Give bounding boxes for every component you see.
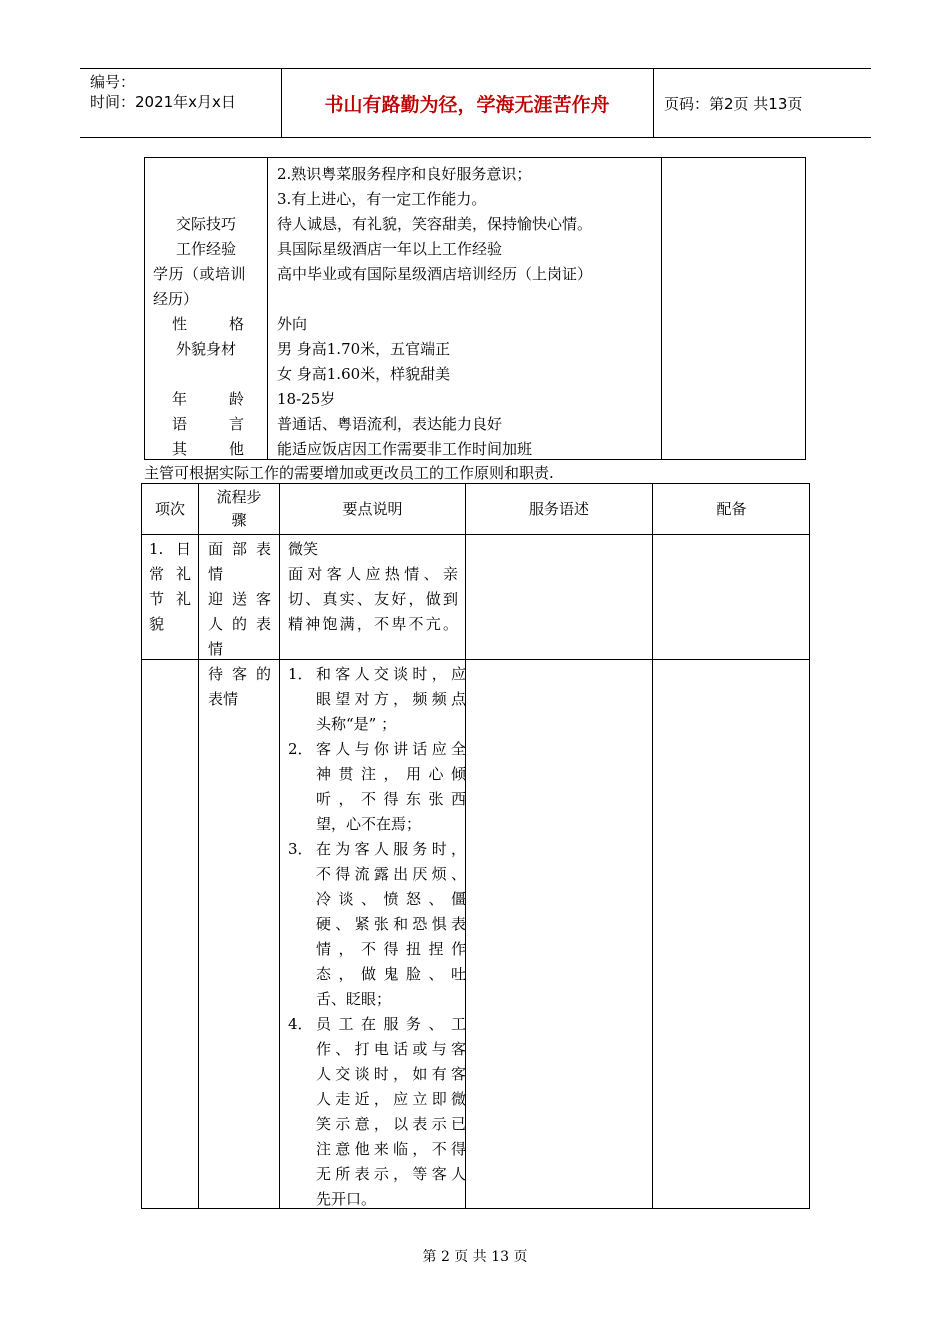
row-divider (142, 534, 809, 535)
step-cell: 待客的 表情 (208, 665, 271, 708)
requirement-label: 学历（或培训 (153, 265, 247, 283)
column-divider (267, 158, 268, 459)
requirement-value: 外向 (277, 315, 308, 333)
requirement-value: 3.有上进心，有一定工作能力。 (277, 190, 487, 208)
requirement-value: 具国际星级酒店一年以上工作经验 (277, 240, 503, 258)
header-points: 要点说明 (342, 499, 403, 518)
header-meta (80, 69, 282, 137)
requirement-label: 语 言 (172, 415, 244, 433)
requirement-label: 交际技巧 (175, 215, 236, 233)
requirement-value: 普通话、粤语流利，表达能力良好 (277, 415, 503, 433)
header-item: 项次 (154, 499, 185, 518)
point-item-1: 1． 和客人交谈时，应 眼望对方，频频点 头称“是” ； (288, 665, 466, 733)
supervisor-note: 主管可根据实际工作的需要增加或更改员工的工作原则和职责. (144, 464, 554, 482)
requirement-value: 男 身高1.70米，五官端正 (277, 340, 451, 358)
requirements-table (144, 157, 806, 460)
point-item-4: 4． 员工在服务、工 作、打电话或与客 人交谈时，如有客 人走近，应立即微 笑示意，以表示已 注意他来临，不得 无所表示，等客人 先开口。 (288, 1015, 466, 1208)
header-step: 流程步骤 (216, 488, 262, 529)
page-footer: 第 2 页 共 13 页 (422, 1249, 528, 1265)
procedure-table (141, 483, 810, 1209)
requirement-label: 性 格 (172, 315, 244, 333)
requirement-label: 经历） (153, 290, 199, 308)
header-equipment: 配备 (716, 499, 747, 518)
points-cell: 微笑 面对客人应热情、亲 切、真实、友好，做到 精神饱满，不卑不亢。 (288, 540, 458, 633)
header-page-info: 页码：第2页 共13页 (664, 94, 803, 113)
column-divider (652, 484, 653, 1208)
requirement-label: 工作经验 (175, 240, 236, 258)
page-header (80, 68, 871, 138)
step-cell: 面部表 情 迎送客 人的表 情 (208, 540, 271, 658)
requirement-value: 2.熟识粤菜服务程序和良好服务意识； (277, 165, 532, 183)
number-label: 编号： (90, 73, 136, 91)
column-divider (661, 158, 662, 459)
header-service-phrases: 服务语述 (528, 499, 589, 518)
requirement-value: 能适应饭店因工作需要非工作时间加班 (277, 440, 533, 458)
column-divider (198, 484, 199, 1208)
item-cell: 1.日 常礼 节礼 貌 (149, 540, 191, 633)
time-label: 时间：2021年x月x日 (90, 93, 236, 111)
requirement-value: 待人诚恳，有礼貌，笑容甜美，保持愉快心情。 (277, 215, 593, 233)
requirement-label: 外貌身材 (175, 340, 236, 358)
point-item-2: 2． 客人与你讲话应全 神贯注，用心倾 听，不得东张西 望，心不在焉； (288, 740, 466, 833)
requirement-value: 女 身高1.60米，样貌甜美 (277, 365, 451, 383)
requirement-value: 18-25岁 (277, 390, 336, 408)
column-divider (279, 484, 280, 1208)
requirement-label: 年 龄 (172, 390, 244, 408)
point-item-3: 3． 在为客人服务时， 不得流露出厌烦、 冷谈、愤怒、僵 硬、紧张和恐惧表 情，不得扭捏作 态，做鬼脸、吐 舌、眨眼； (288, 840, 466, 1008)
header-motto: 书山有路勤为径，学海无涯苦作舟 (281, 69, 654, 137)
requirement-label: 其 他 (172, 440, 244, 458)
requirement-value: 高中毕业或有国际星级酒店培训经历（上岗证） (277, 265, 593, 283)
